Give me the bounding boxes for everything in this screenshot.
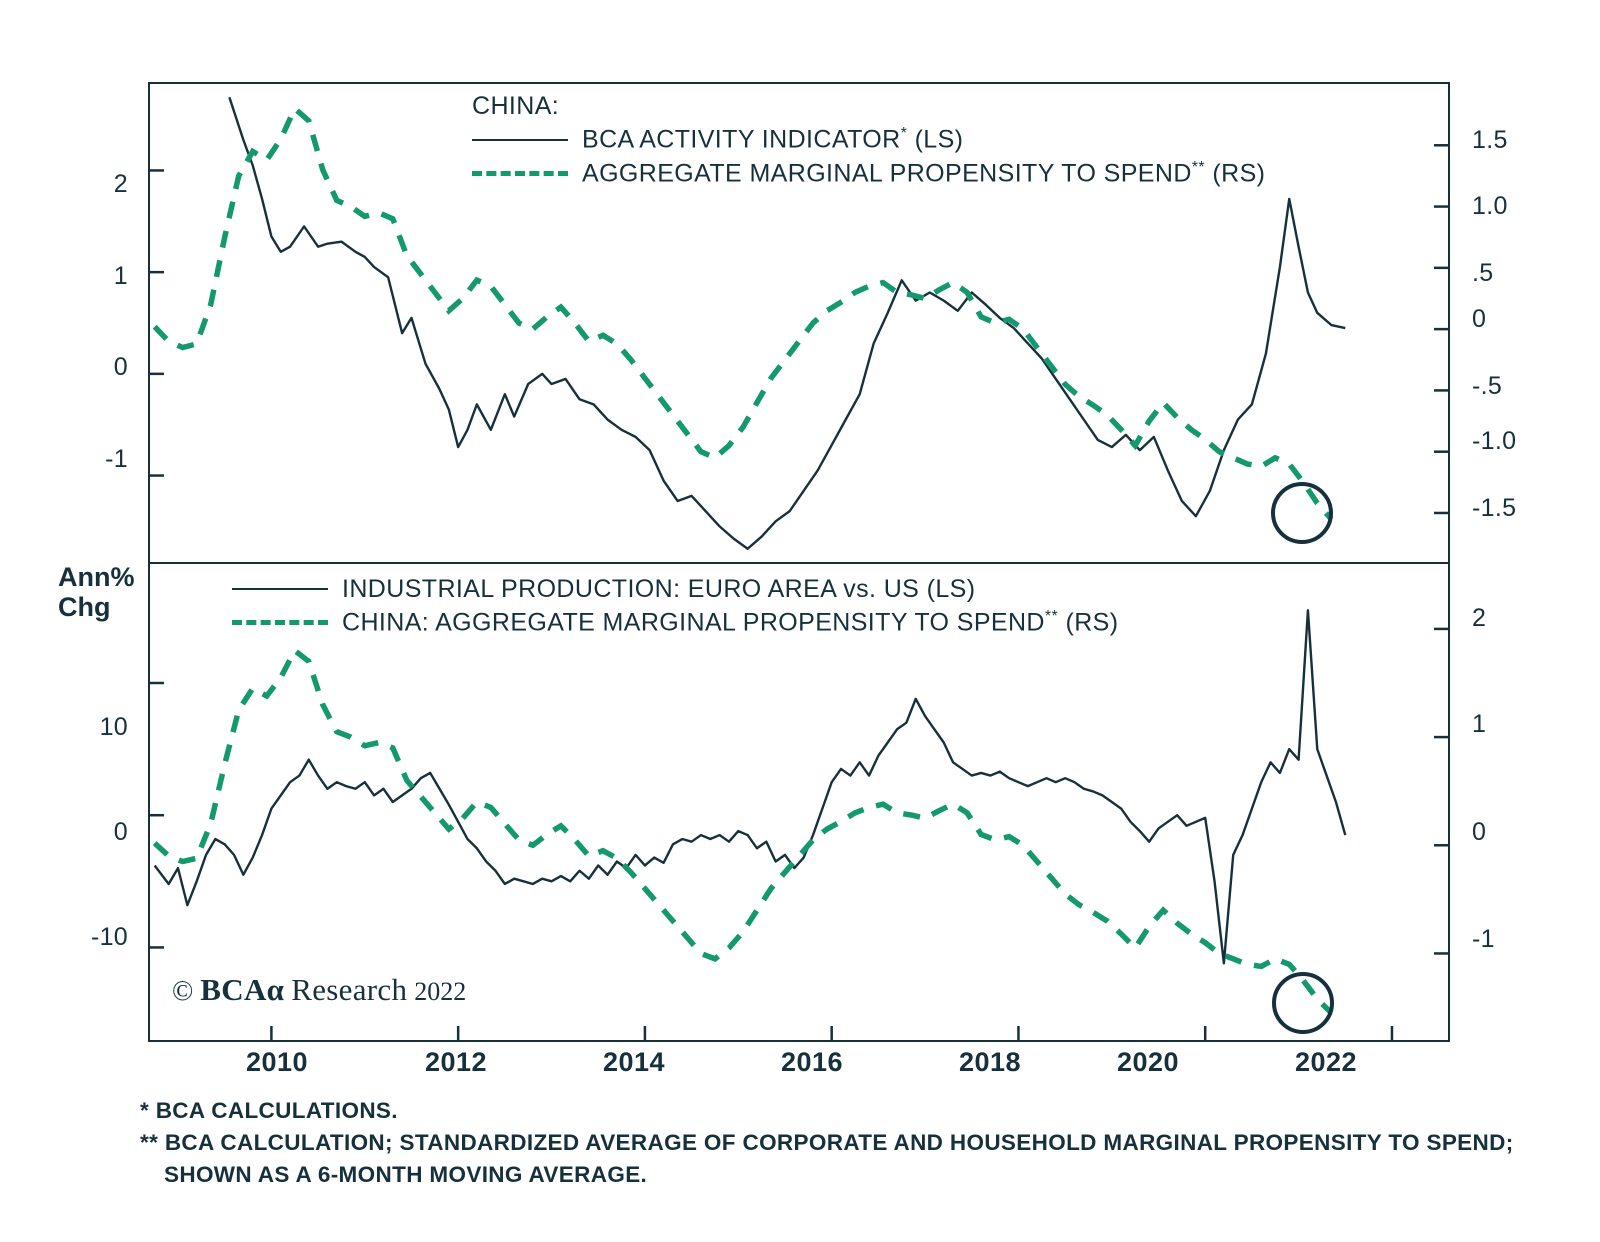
footnote-2: ** BCA CALCULATION; STANDARDIZED AVERAGE OF CORPORATE AND HOUSEHOLD MARGINAL PROPENSITY TO SPEND;	[140, 1129, 1514, 1155]
footnote-1: * BCA CALCULATIONS.	[140, 1098, 398, 1123]
footnote-3: SHOWN AS A 6-MONTH MOVING AVERAGE.	[164, 1161, 648, 1187]
legend-label-industrial-production: INDUSTRIAL PRODUCTION: EURO AREA vs. US (LS)	[342, 574, 976, 603]
top-left-tick-0: 0	[113, 353, 128, 381]
legend-item-activity-indicator	[472, 123, 1265, 157]
top-right-tick-neg1.5: -1.5	[1472, 494, 1517, 522]
top-left-tick-1: 1	[113, 262, 128, 290]
brand-name: BCAα	[200, 972, 285, 1007]
top-left-tick-neg1: -1	[105, 445, 128, 473]
bottom-right-tick-1: 1	[1472, 710, 1487, 738]
legend-swatch-dashed	[232, 613, 328, 633]
legend-title: CHINA:	[472, 92, 560, 120]
bottom-right-tick-neg1: -1	[1472, 925, 1495, 953]
legend-label-activity-indicator: BCA ACTIVITY INDICATOR* (LS)	[582, 125, 964, 154]
bottom-left-tick-neg10: -10	[90, 923, 128, 951]
legend-item-mps	[472, 157, 1265, 191]
x-tick-2018: 2018	[959, 1047, 1022, 1077]
bottom-left-tick-10: 10	[99, 713, 128, 741]
legend-label-mps: AGGREGATE MARGINAL PROPENSITY TO SPEND** (RS)	[582, 159, 1266, 188]
legend-label-china-mps: CHINA: AGGREGATE MARGINAL PROPENSITY TO SPEND** (RS)	[342, 608, 1119, 637]
top-right-tick-0: 0	[1472, 305, 1487, 333]
top-right-tick-0.5: .5	[1472, 259, 1494, 287]
bottom-panel-legend	[232, 572, 1118, 640]
top-left-tick-2: 2	[113, 170, 128, 198]
top-right-tick-1.0: 1.0	[1472, 192, 1508, 220]
legend-swatch-solid	[472, 130, 568, 150]
top-right-tick-neg1.0: -1.0	[1472, 427, 1517, 455]
x-tick-2022: 2022	[1295, 1047, 1358, 1077]
bottom-highlight-circle	[1272, 972, 1334, 1034]
bottom-left-tick-0: 0	[113, 818, 128, 846]
copyright-year: 2022	[414, 977, 467, 1006]
bottom-right-tick-0: 0	[1472, 818, 1487, 846]
legend-swatch-dashed	[472, 164, 568, 184]
x-tick-2016: 2016	[781, 1047, 844, 1077]
top-right-tick-1.5: 1.5	[1472, 126, 1508, 154]
x-tick-2020: 2020	[1117, 1047, 1180, 1077]
legend-swatch-solid	[232, 579, 328, 599]
copyright-symbol: ©	[172, 976, 194, 1007]
footnotes	[140, 1095, 1514, 1191]
legend-item-industrial-production	[232, 572, 1118, 606]
x-tick-2014: 2014	[603, 1047, 666, 1077]
top-right-tick-neg0.5: -.5	[1472, 372, 1503, 400]
legend-item-china-mps	[232, 606, 1118, 640]
top-panel-legend	[472, 92, 1265, 191]
brand-word: Research	[291, 972, 408, 1007]
top-highlight-circle	[1271, 482, 1333, 544]
copyright	[172, 972, 466, 1008]
bottom-right-tick-2: 2	[1472, 604, 1487, 632]
y-axis-title: Ann% Chg	[58, 562, 135, 623]
x-tick-2012: 2012	[425, 1047, 488, 1077]
x-tick-2010: 2010	[246, 1047, 309, 1077]
